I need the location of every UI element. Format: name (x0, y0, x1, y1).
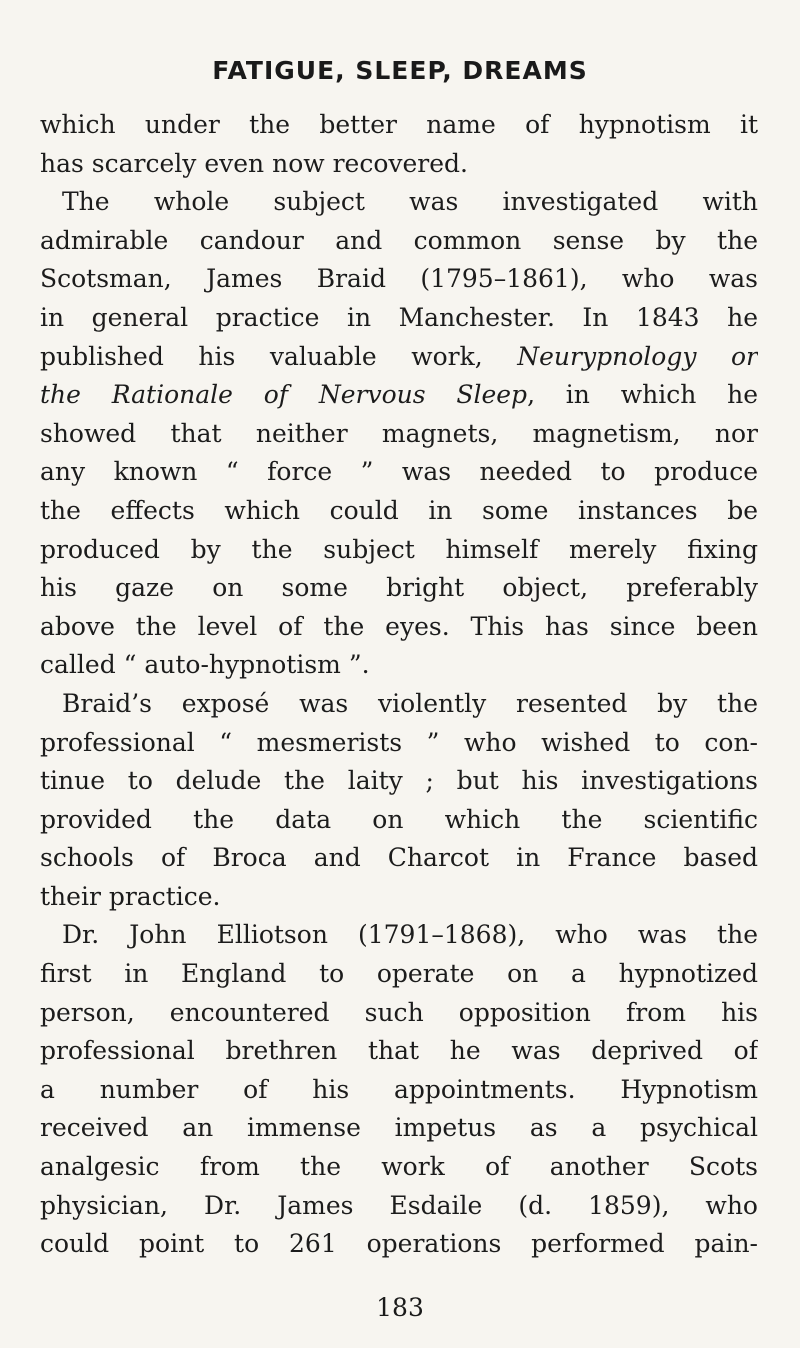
text-line: called “ auto-hypnotism ”. (40, 650, 370, 680)
italic-title-fragment: the Rationale of Nervous Sleep (40, 380, 528, 410)
text-line: the effects which could in some instances be (40, 495, 758, 525)
text-line: could point to 261 operations performed pain- (40, 1229, 758, 1259)
text-line: professional brethren that he was deprived of (40, 1036, 758, 1066)
text-line (40, 338, 758, 377)
text-line: received an immense impetus as a psychical (40, 1113, 758, 1143)
text-line: analgesic from the work of another Scots (40, 1152, 758, 1182)
text-line (40, 376, 758, 415)
text-line: his gaze on some bright object, preferably (40, 573, 758, 603)
body-text (40, 106, 758, 1264)
text-line: physician, Dr. James Esdaile (d. 1859), who (40, 1190, 758, 1220)
text-line: first in England to operate on a hypnotized (40, 959, 758, 989)
text-line: provided the data on which the scientific (40, 804, 758, 834)
page-number: 183 (376, 1293, 424, 1322)
text-line: Dr. John Elliotson (1791–1868), who was the (62, 920, 758, 950)
text-line: a number of his appointments. Hypnotism (40, 1074, 758, 1104)
text-line: person, encountered such opposition from his (40, 997, 758, 1027)
text-fragment: , in which he (527, 380, 758, 410)
text-line: in general practice in Manchester. In 1843 he (40, 302, 758, 332)
text-line: Scotsman, James Braid (1795–1861), who was (40, 264, 758, 294)
text-line: has scarcely even now recovered. (40, 148, 469, 178)
text-line: their practice. (40, 881, 221, 911)
text-line: produced by the subject himself merely fixing (40, 534, 758, 564)
text-line: schools of Broca and Charcot in France based (40, 843, 758, 873)
text-line: professional “ mesmerists ” who wished to con- (40, 727, 758, 757)
text-line: any known “ force ” was needed to produce (40, 457, 758, 487)
text-line: The whole subject was investigated with (62, 187, 758, 217)
text-line: admirable candour and common sense by the (40, 225, 758, 255)
running-head: FATIGUE, SLEEP, DREAMS (212, 56, 588, 85)
text-line: above the level of the eyes. This has since been (40, 611, 758, 641)
text-line: tinue to delude the laity ; but his investigations (40, 766, 758, 796)
text-line: which under the better name of hypnotism it (40, 110, 758, 139)
italic-title-fragment: Neurypnology or (517, 341, 758, 371)
text-line: showed that neither magnets, magnetism, nor (40, 418, 758, 448)
text-fragment: published his valuable work, (40, 341, 518, 371)
text-line: Braid’s exposé was violently resented by the (62, 688, 758, 718)
